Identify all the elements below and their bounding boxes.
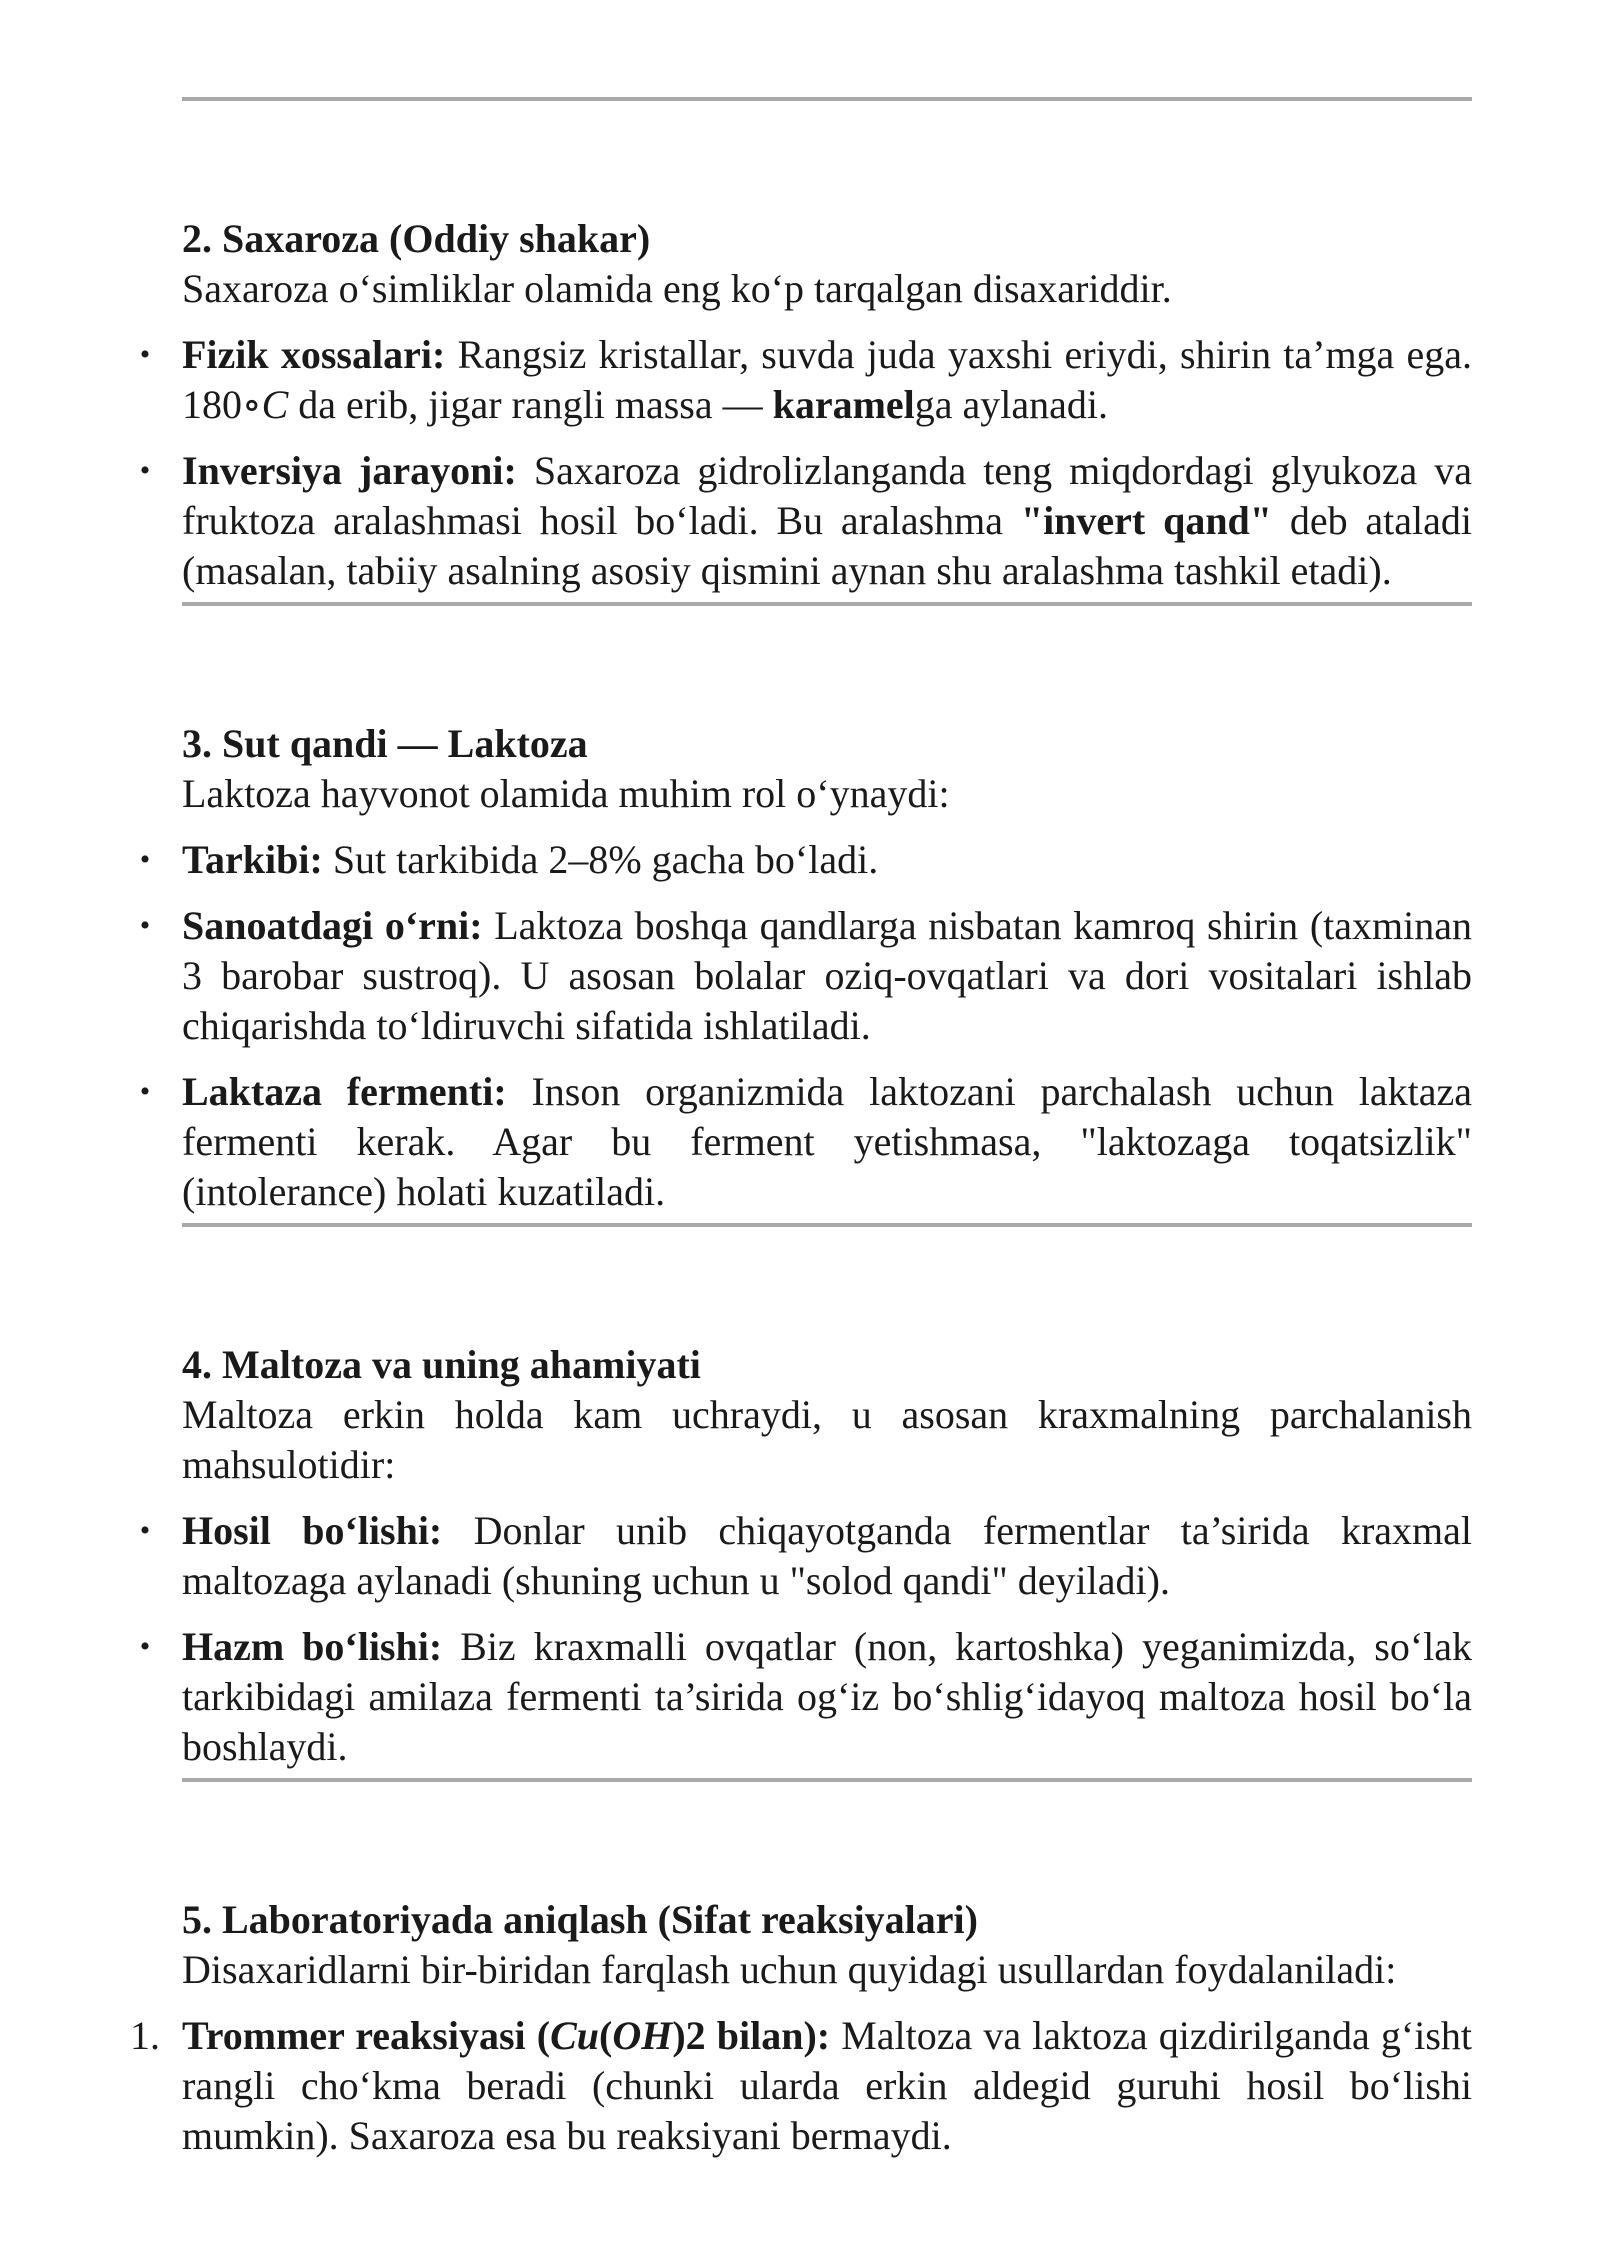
item-text: deb ataladi (masalan, tabiiy asalning asosiy qismini aynan shu aralashma tashkil etadi). bbox=[182, 498, 1472, 593]
document-page bbox=[130, 0, 1473, 2161]
section-laboratoriya bbox=[130, 1895, 1472, 2161]
section-intro: Laktoza hayvonot olamida muhim rol o‘ynaydi: bbox=[182, 771, 950, 816]
list-item bbox=[139, 330, 1472, 430]
bullet-list bbox=[139, 835, 1473, 1217]
item-label: Hosil bo‘lishi: bbox=[182, 1508, 443, 1553]
section-saxaroza bbox=[139, 214, 1472, 606]
item-text: da erib, jigar rangli massa — bbox=[288, 382, 773, 427]
item-label: Hazm bo‘lishi: bbox=[182, 1624, 443, 1669]
list-item bbox=[139, 835, 1472, 885]
item-bold-term: karamel bbox=[772, 382, 915, 427]
item-text: Rangsiz kristallar, suvda juda yaxshi eriydi, shirin ta’mga ega. 180 bbox=[182, 332, 1472, 427]
bullet-list bbox=[139, 330, 1472, 596]
item-text: Inson organizmida laktozani parchalash uchun laktaza fermenti kerak. Agar bu ferment yetishmasa, "laktozaga toqatsizlik" (intolerance) holati kuzatiladi. bbox=[182, 1069, 1473, 1214]
item-text: ga aylanadi. bbox=[914, 382, 1109, 427]
bullet-list bbox=[139, 1506, 1472, 1772]
section-laktoza bbox=[139, 719, 1473, 1227]
section-divider bbox=[182, 602, 1472, 606]
section-title: 5. Laboratoriyada aniqlash (Sifat reaksiyalari) bbox=[182, 1897, 978, 1942]
section-divider bbox=[182, 1778, 1472, 1782]
item-text: Sut tarkibida 2–8% gacha bo‘ladi. bbox=[322, 837, 879, 882]
item-bold-term: "invert qand" bbox=[1020, 498, 1273, 543]
section-title: 3. Sut qandi — Laktoza bbox=[182, 721, 588, 766]
numbered-list bbox=[130, 2011, 1472, 2161]
bullet-icon: • bbox=[139, 909, 151, 942]
item-number: 1. bbox=[130, 2013, 160, 2058]
item-label: Inversiya jarayoni: bbox=[182, 448, 517, 493]
item-label: Tarkibi: bbox=[182, 837, 323, 882]
section-maltoza bbox=[139, 1340, 1472, 1782]
section-title: 2. Saxaroza (Oddiy shakar) bbox=[182, 216, 651, 261]
list-item bbox=[139, 901, 1472, 1051]
section-intro: Saxaroza o‘simliklar olamida eng ko‘p tarqalgan disaxariddir. bbox=[182, 266, 1172, 311]
bullet-icon: • bbox=[139, 454, 151, 487]
item-text: Maltoza va laktoza qizdirilganda g‘isht rangli cho‘kma beradi (chunki ularda erkin aldegid guruhi hosil bo‘lishi mumkin). Saxaroza esa bu reaksiyani bermaydi. bbox=[182, 2013, 1472, 2158]
item-text: Laktoza boshqa qandlarga nisbatan kamroq shirin (taxminan 3 barobar sustroq). U asosan bolalar oziq-ovqatlari va dori vositalari ishlab chiqarishda to‘ldiruvchi sifatida ishlatiladi. bbox=[182, 903, 1472, 1048]
item-label: Sanoatdagi o‘rni: bbox=[182, 903, 483, 948]
label-part: Trommer reaksiyasi ( bbox=[182, 2013, 551, 2058]
bullet-icon: • bbox=[139, 1514, 151, 1547]
formula-oh: OH bbox=[612, 2013, 673, 2058]
list-item bbox=[139, 446, 1472, 596]
degree-symbol: ∘ bbox=[242, 382, 262, 427]
list-item bbox=[139, 1506, 1472, 1606]
unit-symbol: C bbox=[261, 382, 289, 427]
item-label bbox=[182, 2013, 830, 2058]
label-part: ( bbox=[599, 2013, 613, 2058]
item-label: Fizik xossalari: bbox=[182, 332, 446, 377]
item-text: Biz kraxmalli ovqatlar (non, kartoshka) yeganimizda, so‘lak tarkibidagi amilaza fermenti ta’sirida og‘iz bo‘shlig‘idayoq maltoza hosil bo‘la boshlaydi. bbox=[182, 1624, 1472, 1769]
bullet-icon: • bbox=[139, 338, 151, 371]
item-text: Donlar unib chiqayotganda fermentlar ta’sirida kraxmal maltozaga aylanadi (shuning uchun u "solod qandi" deyiladi). bbox=[182, 1508, 1472, 1603]
bullet-icon: • bbox=[139, 843, 151, 876]
section-title: 4. Maltoza va uning ahamiyati bbox=[182, 1342, 701, 1387]
item-label: Laktaza fermenti: bbox=[182, 1069, 507, 1114]
list-item bbox=[139, 1067, 1473, 1217]
formula-cu: Cu bbox=[550, 2013, 599, 2058]
label-part: )2 bilan): bbox=[672, 2013, 831, 2058]
list-item bbox=[139, 1622, 1472, 1772]
item-text: Saxaroza gidrolizlanganda teng miqdordagi glyukoza va fruktoza aralashmasi hosil bo‘ladi. Bu aralashma bbox=[182, 448, 1472, 543]
section-intro: Maltoza erkin holda kam uchraydi, u asosan kraxmalning parchalanish mahsulotidir: bbox=[182, 1392, 1472, 1487]
section-divider bbox=[182, 1223, 1472, 1227]
list-item bbox=[130, 2011, 1472, 2161]
section-intro: Disaxaridlarni bir-biridan farqlash uchun quyidagi usullardan foydalaniladi: bbox=[182, 1947, 1397, 1992]
top-divider bbox=[182, 97, 1472, 101]
bullet-icon: • bbox=[139, 1075, 151, 1108]
bullet-icon: • bbox=[139, 1630, 151, 1663]
